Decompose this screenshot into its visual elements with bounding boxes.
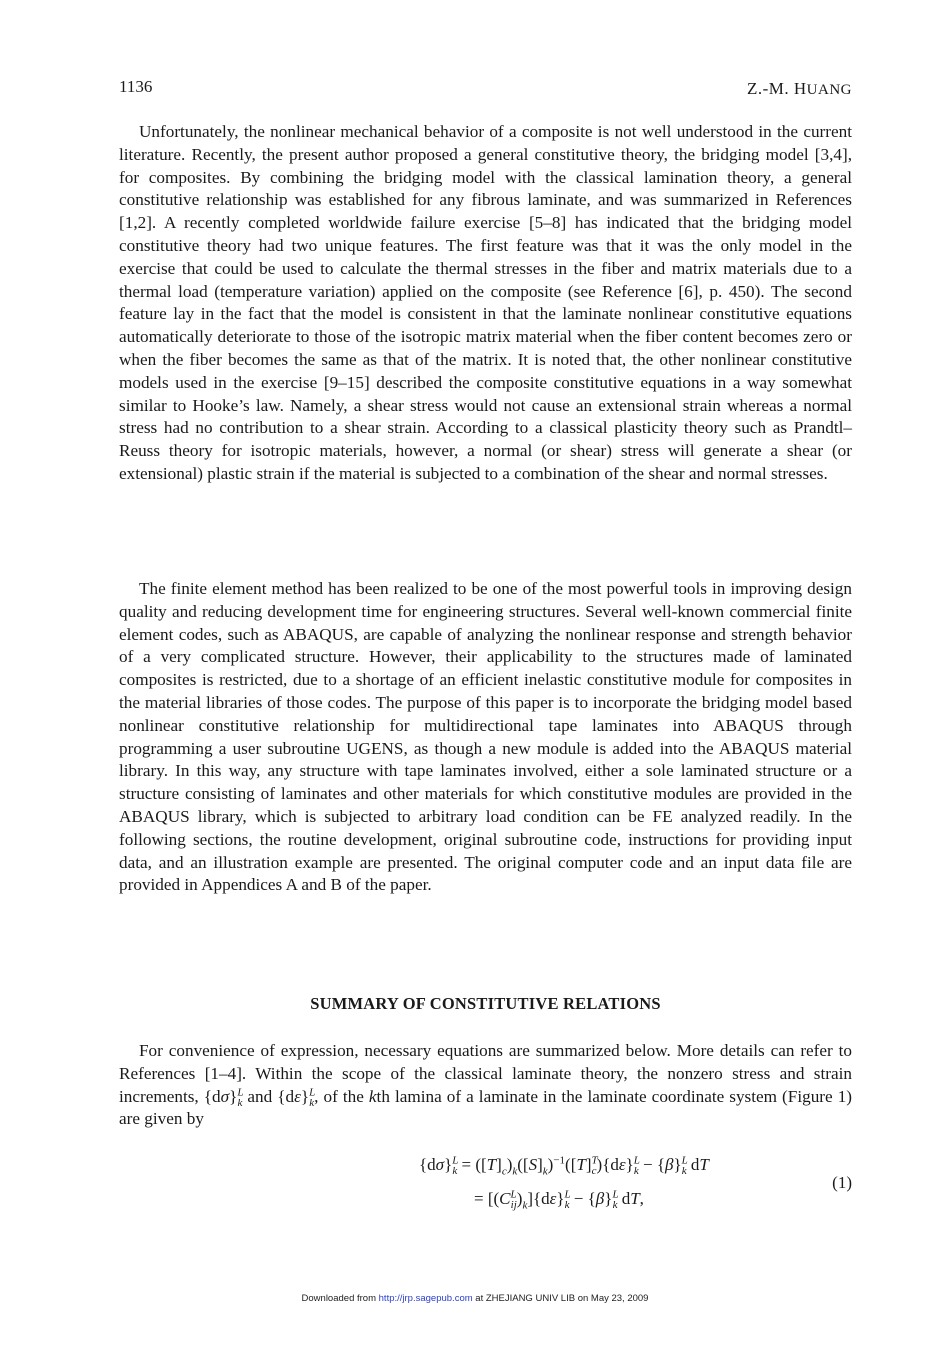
footer-link[interactable]: http://jrp.sagepub.com <box>378 1293 473 1304</box>
equation-number: (1) <box>832 1173 852 1192</box>
summary-and: and <box>247 1086 273 1106</box>
footer-prefix: Downloaded from <box>301 1293 376 1304</box>
paragraph-text: Unfortunately, the nonlinear mechanical behavior of a composite is not well understood in the current literature. Recently, the present author proposed a general constitutive theory, the bridging model [3,4], for composites. By combining the bridging model with the classical lamination theory, a general constitutive relationship was established for any fibrous laminate, and was summarized in References [1,2]. A recently completed worldwide failure exercise [5–8] has indicated that the bridging model constitutive theory had two unique features. The first feature was that it was the only model in the exercise that could be used to calculate the thermal stresses in the fiber and matrix materials due to a thermal load (temperature variation) applied on the composite (see Reference [6], p. 450). The second feature lay in the fact that the model is consistent in that the laminate nonlinear constitutive equations automatically deteriorate to those of the isotropic matrix material when the fiber content becomes zero or when the fiber becomes the same as that of the matrix. It is noted that, the other nonlinear constitutive models used in the exercise [9–15] described the composite constitutive equations in a way somewhat similar to Hooke’s law. Namely, a shear stress would not cause an extensional strain whereas a normal stress had no contribution to a shear strain. According to a classical plasticity theory such as Prandtl–Reuss theory for isotropic materials, however, a normal (or shear) stress will generate a shear (or extensional) plastic strain if the material is subjected to a combination of the shear and normal stresses. <box>119 122 852 483</box>
download-footer <box>0 1293 950 1304</box>
page-number: 1136 <box>119 77 153 96</box>
summary-text-1: For convenience of expression, necessary equations are summarized below. More details can refer to References [1–4]. Within the scope of the classical laminate theory, the nonzero stress and strain increments, <box>119 1041 852 1106</box>
author-prefix: Z.-M. H <box>746 79 807 98</box>
summary-k: k <box>368 1086 377 1106</box>
inline-math-stress: $\{d\sigma\}^L_k$ <box>203 1085 244 1110</box>
paragraph-text: The finite element method has been realized to be one of the most powerful tools in improving design quality and reducing development time for engineering structures. Several well-known commercial finite element codes, such as ABAQUS, are capable of analyzing the nonlinear response and strength behavior of a very complicated structure. However, their applicability to the structures made of laminated composites is restricted, due to a shortage of an efficient inelastic constitutive module for composites in the material libraries of those codes. The purpose of this paper is to incorporate the bridging model based nonlinear constitutive relationship for multidirectional tape laminates into ABAQUS through programming a user subroutine UGENS, as though a new module is added into the ABAQUS material library. In this way, any structure with tape laminates involved, either a sole laminated structure or a structure consisting of laminates and other materials for which constitutive modules are provided in the ABAQUS library, which is subjected to arbitrary load condition can be FE analyzed readily. In the following sections, the routine development, original subroutine code, instructions for providing input data, and an illustration example are presented. The original computer code and an input data file are provided in Appendices A and B of the paper. <box>119 579 852 895</box>
running-author <box>747 79 852 99</box>
summary-text-2: th lamina of a laminate in the laminate coordinate system (Figure 1) are given by <box>119 1086 853 1129</box>
equation-line-2: = $[(C^L_{ij})_k]\{d\varepsilon\}^L_k - \{\beta\}^L_k$ dT, <box>474 1188 644 1212</box>
paragraph-intro <box>119 121 852 486</box>
paragraph-fem <box>119 578 852 897</box>
inline-math-strain: $\{d\varepsilon\}^L_k$ <box>277 1085 316 1110</box>
paragraph-summary <box>119 1040 852 1131</box>
footer-suffix: at ZHEJIANG UNIV LIB on May 23, 2009 <box>475 1293 649 1304</box>
author-rest: UANG <box>806 82 852 98</box>
equation-line-1: $\{d\sigma\}^L_k = ([T]_c)_k([S]_k)^{-1}([T]^T_c)\{d\varepsilon\}^L_k - \{\beta\}^L_k$ dT <box>419 1154 709 1178</box>
equation-1 <box>119 1155 852 1215</box>
paragraph-text <box>119 1040 852 1131</box>
section-heading: SUMMARY OF CONSTITUTIVE RELATIONS <box>310 994 661 1013</box>
summary-of: , of the <box>314 1086 364 1106</box>
